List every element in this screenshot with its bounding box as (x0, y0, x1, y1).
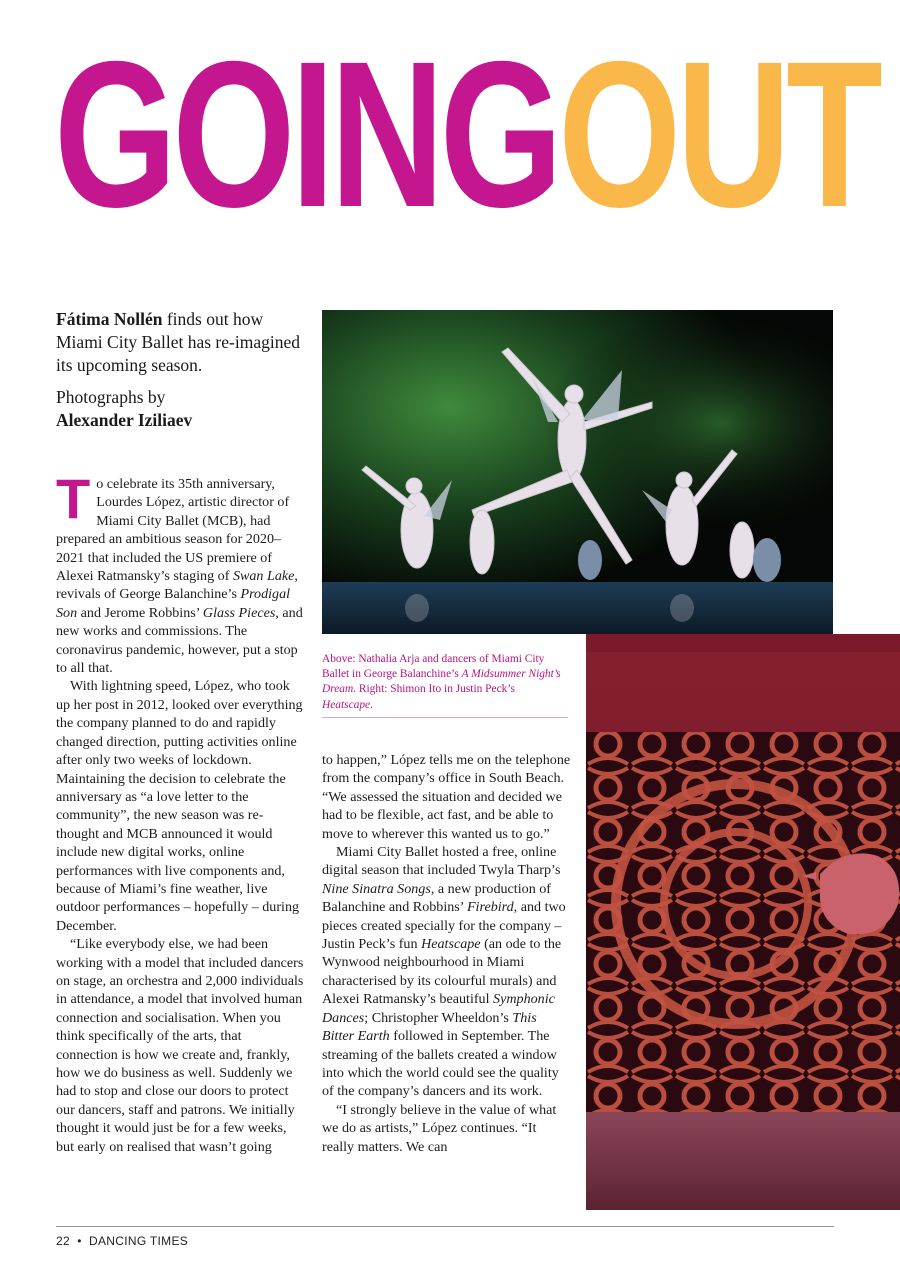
italic-title: Heatscape (421, 936, 481, 953)
footer-rule (56, 1226, 834, 1227)
italic-title: Heatscape (322, 698, 371, 711)
text-run: Above: Nathalia Arja and dancers of Miami City Ballet in George Balanchine’s (322, 653, 545, 681)
page-footer (56, 1233, 188, 1249)
italic-title: Symphonic Dances (322, 991, 555, 1026)
text-run: , and new works and commissions. The coronavirus pandemic, however, put a stop to all that. (56, 604, 303, 677)
photo-heatscape (586, 634, 900, 1210)
headline-going: GOING (54, 19, 559, 251)
publication-name: DANCING TIMES (89, 1234, 189, 1248)
text-run: ; Christopher Wheeldon’s (364, 1009, 513, 1026)
text-run: , and two pieces created specially for the company – Justin Peck’s fun (322, 899, 566, 953)
article-column-2 (322, 751, 572, 1156)
paragraph: “Like everybody else, we had been working with a model that included dancers on stage, an orchestra and 2,000 individuals in attendance, a model that involved human connection and socialisation. When you think specifically of the arts, that connection is how we create and, frankly, how we do business as well. Suddenly we had to stop and close our doors to protect our dancers, staff and patrons. We initially thought it would just be for a few weeks, but early on realised that wasn’t going (56, 936, 304, 1155)
italic-title: Nine Sinatra Songs (322, 880, 431, 897)
italic-title: Firebird (466, 899, 514, 916)
italic-title: Swan Lake (232, 568, 295, 585)
headline (54, 19, 879, 251)
standfirst-text (56, 308, 306, 377)
italic-title: Prodigal Son (56, 586, 291, 621)
text-run: , revivals of George Balanchine’s (56, 568, 298, 603)
text-run: o celebrate its 35th anniversary, Lourdes López, artistic director of Miami City Ballet (MCB), had prepared an ambitious season for 2020–2021 that included the US premiere of Alexei Ratmansky’s staging of (56, 476, 290, 585)
text-run: and Jerome Robbins’ (77, 604, 203, 621)
footer-bullet: • (77, 1234, 82, 1248)
paragraph: “I strongly believe in the value of what we do as artists,” López continues. “It really matters. We can (322, 1101, 557, 1155)
author-name: Fátima Nollén (56, 309, 163, 329)
text-run: Right: Shimon Ito in Justin Peck’s (356, 683, 515, 696)
paragraph (56, 467, 306, 677)
italic-title: A Midsummer Night’s Dream. (322, 668, 561, 696)
article-column-1 (56, 467, 306, 1156)
page-number: 22 (56, 1234, 70, 1248)
paragraph (322, 843, 572, 1101)
photographer-name: Alexander Iziliaev (56, 410, 193, 430)
standfirst (56, 308, 306, 441)
text-run: (an ode to the Wynwood neighbourhood in Miami characterised by its colourful murals) and Alexei Ratmansky’s beautiful (322, 936, 562, 1008)
paragraph-text (56, 467, 303, 677)
italic-title: Glass Pieces (202, 604, 276, 621)
text-run: , a new production of Balanchine and Robbins’ (322, 880, 551, 916)
photo-caption (322, 652, 568, 718)
headline-out: OUT (558, 19, 879, 251)
text-run: . (370, 698, 373, 711)
italic-title: This Bitter Earth (322, 1009, 537, 1045)
photo-midsummer-nights-dream (322, 310, 833, 634)
standfirst-rest: finds out how Miami City Ballet has re-imagined its upcoming season. (56, 309, 300, 375)
photo-credit-prefix: Photographs by (56, 387, 166, 407)
drop-cap: T (56, 467, 91, 530)
text-run: followed in September. The streaming of the ballets created a window into which the world could see the quality of the company’s dancers and its work. (322, 1028, 559, 1100)
photo-credit (56, 386, 306, 432)
text-run: Miami City Ballet hosted a free, online digital season that included Twyla Tharp’s (322, 844, 561, 879)
paragraph: to happen,” López tells me on the telephone from the company’s office in South Beach. “We assessed the situation and decided we had to be flexible, act fast, and be able to move to wherever this wanted us to go.” (322, 752, 571, 842)
paragraph: With lightning speed, López, who took up her post in 2012, looked over everything the company planned to do and rapidly changed direction, putting activities online after only two weeks of lockdown. Maintaining the decision to celebrate the anniversary as “a love letter to the community”, the new season was re-thought and MCB announced it would include new digital works, online performances with live components and, because of Miami’s fine weather, live outdoor performances – hopefully – during December. (56, 678, 303, 934)
